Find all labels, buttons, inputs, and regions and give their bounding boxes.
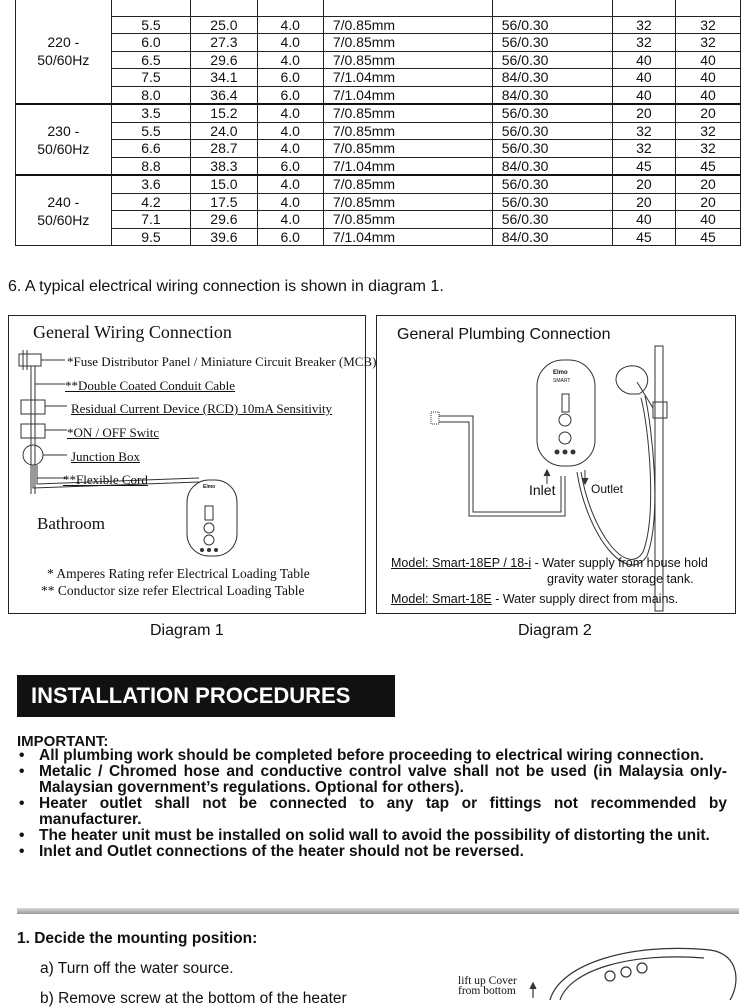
wiring-note-2: ** Conductor size refer Electrical Loading Table bbox=[41, 583, 305, 598]
table-cell: 7.5 bbox=[111, 69, 191, 87]
step-1a: a) Turn off the water source. bbox=[40, 960, 234, 977]
voltage-cell: 230 - 50/60Hz bbox=[16, 104, 112, 175]
table-row bbox=[16, 140, 741, 158]
table-cell: 6.5 bbox=[111, 51, 191, 69]
table-cell: 40 bbox=[675, 51, 740, 69]
voltage-cell: 240 - 50/60Hz bbox=[16, 175, 112, 246]
table-row bbox=[16, 0, 741, 16]
table-cell: 56/0.30 bbox=[492, 16, 612, 34]
wiring-item-conduit: **Double Coated Conduit Cable bbox=[65, 378, 236, 393]
table-cell bbox=[257, 0, 323, 16]
plumbing-title: General Plumbing Connection bbox=[397, 326, 611, 343]
table-cell: 20 bbox=[675, 193, 740, 211]
table-row bbox=[16, 122, 741, 140]
model-1-label: Model: Smart-18EP / 18-i bbox=[391, 556, 532, 570]
model-2-label: Model: Smart-18E bbox=[391, 592, 492, 606]
table-cell: 40 bbox=[612, 51, 675, 69]
diagram-1-caption: Diagram 1 bbox=[150, 622, 224, 639]
table-cell: 40 bbox=[612, 211, 675, 229]
table-cell: 56/0.30 bbox=[492, 104, 612, 122]
table-row bbox=[16, 175, 741, 193]
table-cell: 8.0 bbox=[111, 86, 191, 104]
table-cell: 15.2 bbox=[191, 104, 257, 122]
heater-brand-small: Elmo bbox=[203, 484, 216, 490]
table-cell: 15.0 bbox=[191, 175, 257, 193]
table-cell bbox=[191, 0, 257, 16]
table-cell: 45 bbox=[612, 157, 675, 175]
table-cell: 45 bbox=[675, 228, 740, 246]
table-cell: 56/0.30 bbox=[492, 122, 612, 140]
wiring-note-1: * Amperes Rating refer Electrical Loading Table bbox=[47, 566, 310, 581]
diagram-2-plumbing bbox=[376, 315, 736, 614]
table-cell: 7/0.85mm bbox=[323, 34, 492, 52]
model-2-note bbox=[391, 592, 678, 606]
table-cell: 40 bbox=[675, 86, 740, 104]
table-cell: 4.0 bbox=[257, 104, 323, 122]
table-cell: 56/0.30 bbox=[492, 51, 612, 69]
heater-brand: Elmo bbox=[553, 370, 568, 376]
table-cell: 29.6 bbox=[191, 211, 257, 229]
lift-cover-label bbox=[458, 976, 517, 996]
table-cell: 7.1 bbox=[111, 211, 191, 229]
wiring-item-switch: *ON / OFF Switc bbox=[67, 425, 160, 440]
table-cell: 8.8 bbox=[111, 157, 191, 175]
table-cell: 24.0 bbox=[191, 122, 257, 140]
wiring-title: General Wiring Connection bbox=[33, 322, 232, 342]
table-cell: 56/0.30 bbox=[492, 34, 612, 52]
table-cell: 6.6 bbox=[111, 140, 191, 158]
inlet-label: Inlet bbox=[529, 482, 556, 498]
table-row bbox=[16, 69, 741, 87]
table-cell: 5.5 bbox=[111, 16, 191, 34]
wiring-item-junction: Junction Box bbox=[71, 449, 140, 464]
table-cell: 6.0 bbox=[257, 86, 323, 104]
diagram-2-caption: Diagram 2 bbox=[518, 622, 592, 639]
heater-model: SMART bbox=[553, 378, 571, 384]
table-cell bbox=[323, 0, 492, 16]
table-cell: 3.6 bbox=[111, 175, 191, 193]
table-cell: 7/1.04mm bbox=[323, 86, 492, 104]
table-cell: 29.6 bbox=[191, 51, 257, 69]
table-cell: 32 bbox=[612, 122, 675, 140]
step-6-text: 6. A typical electrical wiring connection is shown in diagram 1. bbox=[8, 278, 444, 295]
table-cell: 40 bbox=[675, 69, 740, 87]
table-row bbox=[16, 51, 741, 69]
table-cell bbox=[111, 0, 191, 16]
table-cell: 32 bbox=[612, 16, 675, 34]
table-cell: 20 bbox=[612, 104, 675, 122]
important-list bbox=[17, 748, 727, 860]
table-cell: 32 bbox=[675, 16, 740, 34]
table-cell: 32 bbox=[612, 34, 675, 52]
table-cell: 17.5 bbox=[191, 193, 257, 211]
model-1-text: - Water supply from house hold bbox=[531, 556, 708, 570]
table-cell: 4.0 bbox=[257, 51, 323, 69]
table-row bbox=[16, 16, 741, 34]
table-cell: 20 bbox=[675, 104, 740, 122]
table-cell: 9.5 bbox=[111, 228, 191, 246]
installation-banner: INSTALLATION PROCEDURES bbox=[17, 675, 395, 717]
table-cell bbox=[492, 0, 612, 16]
table-cell: 56/0.30 bbox=[492, 140, 612, 158]
table-cell: 56/0.30 bbox=[492, 193, 612, 211]
table-cell bbox=[675, 0, 740, 16]
table-cell bbox=[612, 0, 675, 16]
table-row bbox=[16, 86, 741, 104]
wiring-item-rcd: Residual Current Device (RCD) 10mA Sensitivity bbox=[71, 401, 333, 416]
model-2-text: - Water supply direct from mains. bbox=[491, 592, 679, 606]
table-cell: 5.5 bbox=[111, 122, 191, 140]
table-row bbox=[16, 34, 741, 52]
step-1-heading: 1. Decide the mounting position: bbox=[17, 930, 258, 947]
table-cell: 56/0.30 bbox=[492, 175, 612, 193]
table-cell: 32 bbox=[675, 122, 740, 140]
table-cell: 40 bbox=[612, 86, 675, 104]
table-cell: 32 bbox=[612, 140, 675, 158]
table-cell: 38.3 bbox=[191, 157, 257, 175]
table-cell: 7/0.85mm bbox=[323, 51, 492, 69]
voltage-cell: 220 - 50/60Hz bbox=[16, 0, 112, 104]
table-cell: 40 bbox=[675, 211, 740, 229]
table-cell: 4.2 bbox=[111, 193, 191, 211]
table-cell: 3.5 bbox=[111, 104, 191, 122]
model-1-text-2: gravity water storage tank. bbox=[547, 572, 694, 586]
heater-drawing bbox=[187, 480, 237, 556]
table-cell: 6.0 bbox=[257, 69, 323, 87]
table-cell: 6.0 bbox=[257, 157, 323, 175]
table-cell: 4.0 bbox=[257, 175, 323, 193]
table-cell: 34.1 bbox=[191, 69, 257, 87]
table-cell: 4.0 bbox=[257, 140, 323, 158]
lift-cover-line-1: lift up Cover bbox=[458, 975, 517, 987]
step-1b: b) Remove screw at the bottom of the heater bbox=[40, 990, 347, 1007]
important-item: • Heater outlet shall not be connected to any tap or fittings not recommended by manufacturer. bbox=[17, 796, 727, 828]
lift-cover-line-2: from bottom bbox=[458, 985, 516, 997]
table-cell: 7/1.04mm bbox=[323, 157, 492, 175]
wiring-item-cord: **Flexible Cord bbox=[63, 472, 148, 487]
table-cell: 28.7 bbox=[191, 140, 257, 158]
table-row bbox=[16, 157, 741, 175]
table-cell: 20 bbox=[612, 175, 675, 193]
table-cell: 56/0.30 bbox=[492, 211, 612, 229]
diagram-1-wiring bbox=[8, 315, 377, 614]
table-cell: 32 bbox=[675, 34, 740, 52]
table-cell: 39.6 bbox=[191, 228, 257, 246]
wiring-item-mcb: *Fuse Distributor Panel / Miniature Circuit Breaker (MCB) bbox=[67, 354, 377, 369]
table-cell: 7/0.85mm bbox=[323, 16, 492, 34]
table-cell: 40 bbox=[612, 69, 675, 87]
table-cell: 84/0.30 bbox=[492, 157, 612, 175]
outlet-label: Outlet bbox=[591, 482, 624, 496]
table-cell: 7/0.85mm bbox=[323, 140, 492, 158]
table-cell: 25.0 bbox=[191, 16, 257, 34]
table-cell: 7/0.85mm bbox=[323, 122, 492, 140]
table-row bbox=[16, 211, 741, 229]
table-cell: 20 bbox=[675, 175, 740, 193]
table-cell: 4.0 bbox=[257, 34, 323, 52]
important-item: • Inlet and Outlet connections of the heater should not be reversed. bbox=[17, 844, 727, 860]
table-cell: 4.0 bbox=[257, 16, 323, 34]
table-cell: 27.3 bbox=[191, 34, 257, 52]
table-cell: 7/1.04mm bbox=[323, 69, 492, 87]
table-cell: 32 bbox=[675, 140, 740, 158]
table-cell: 7/0.85mm bbox=[323, 104, 492, 122]
table-cell: 84/0.30 bbox=[492, 86, 612, 104]
table-cell: 4.0 bbox=[257, 211, 323, 229]
table-cell: 7/0.85mm bbox=[323, 175, 492, 193]
section-divider bbox=[17, 908, 739, 914]
table-cell: 7/1.04mm bbox=[323, 228, 492, 246]
table-cell: 6.0 bbox=[257, 228, 323, 246]
table-cell: 36.4 bbox=[191, 86, 257, 104]
table-cell: 45 bbox=[612, 228, 675, 246]
table-cell: 84/0.30 bbox=[492, 69, 612, 87]
electrical-loading-table bbox=[15, 0, 741, 246]
bathroom-label: Bathroom bbox=[37, 514, 105, 533]
table-cell: 7/0.85mm bbox=[323, 211, 492, 229]
important-item: • Metalic / Chromed hose and conductive control valve shall not be used (in Malaysia only- Malaysian government’s regulations. Optional for others). bbox=[17, 764, 727, 796]
table-cell: 6.0 bbox=[111, 34, 191, 52]
important-item: • The heater unit must be installed on solid wall to avoid the possibility of distorting the unit. bbox=[17, 828, 727, 844]
important-heading: IMPORTANT: bbox=[17, 733, 109, 750]
table-cell: 4.0 bbox=[257, 193, 323, 211]
important-item: • All plumbing work should be completed before proceeding to electrical wiring connection. bbox=[17, 748, 727, 764]
table-cell: 7/0.85mm bbox=[323, 193, 492, 211]
table-row bbox=[16, 104, 741, 122]
table-row bbox=[16, 228, 741, 246]
model-1-note bbox=[391, 556, 708, 570]
table-row bbox=[16, 193, 741, 211]
table-cell: 20 bbox=[612, 193, 675, 211]
table-cell: 45 bbox=[675, 157, 740, 175]
table-cell: 84/0.30 bbox=[492, 228, 612, 246]
table-cell: 4.0 bbox=[257, 122, 323, 140]
